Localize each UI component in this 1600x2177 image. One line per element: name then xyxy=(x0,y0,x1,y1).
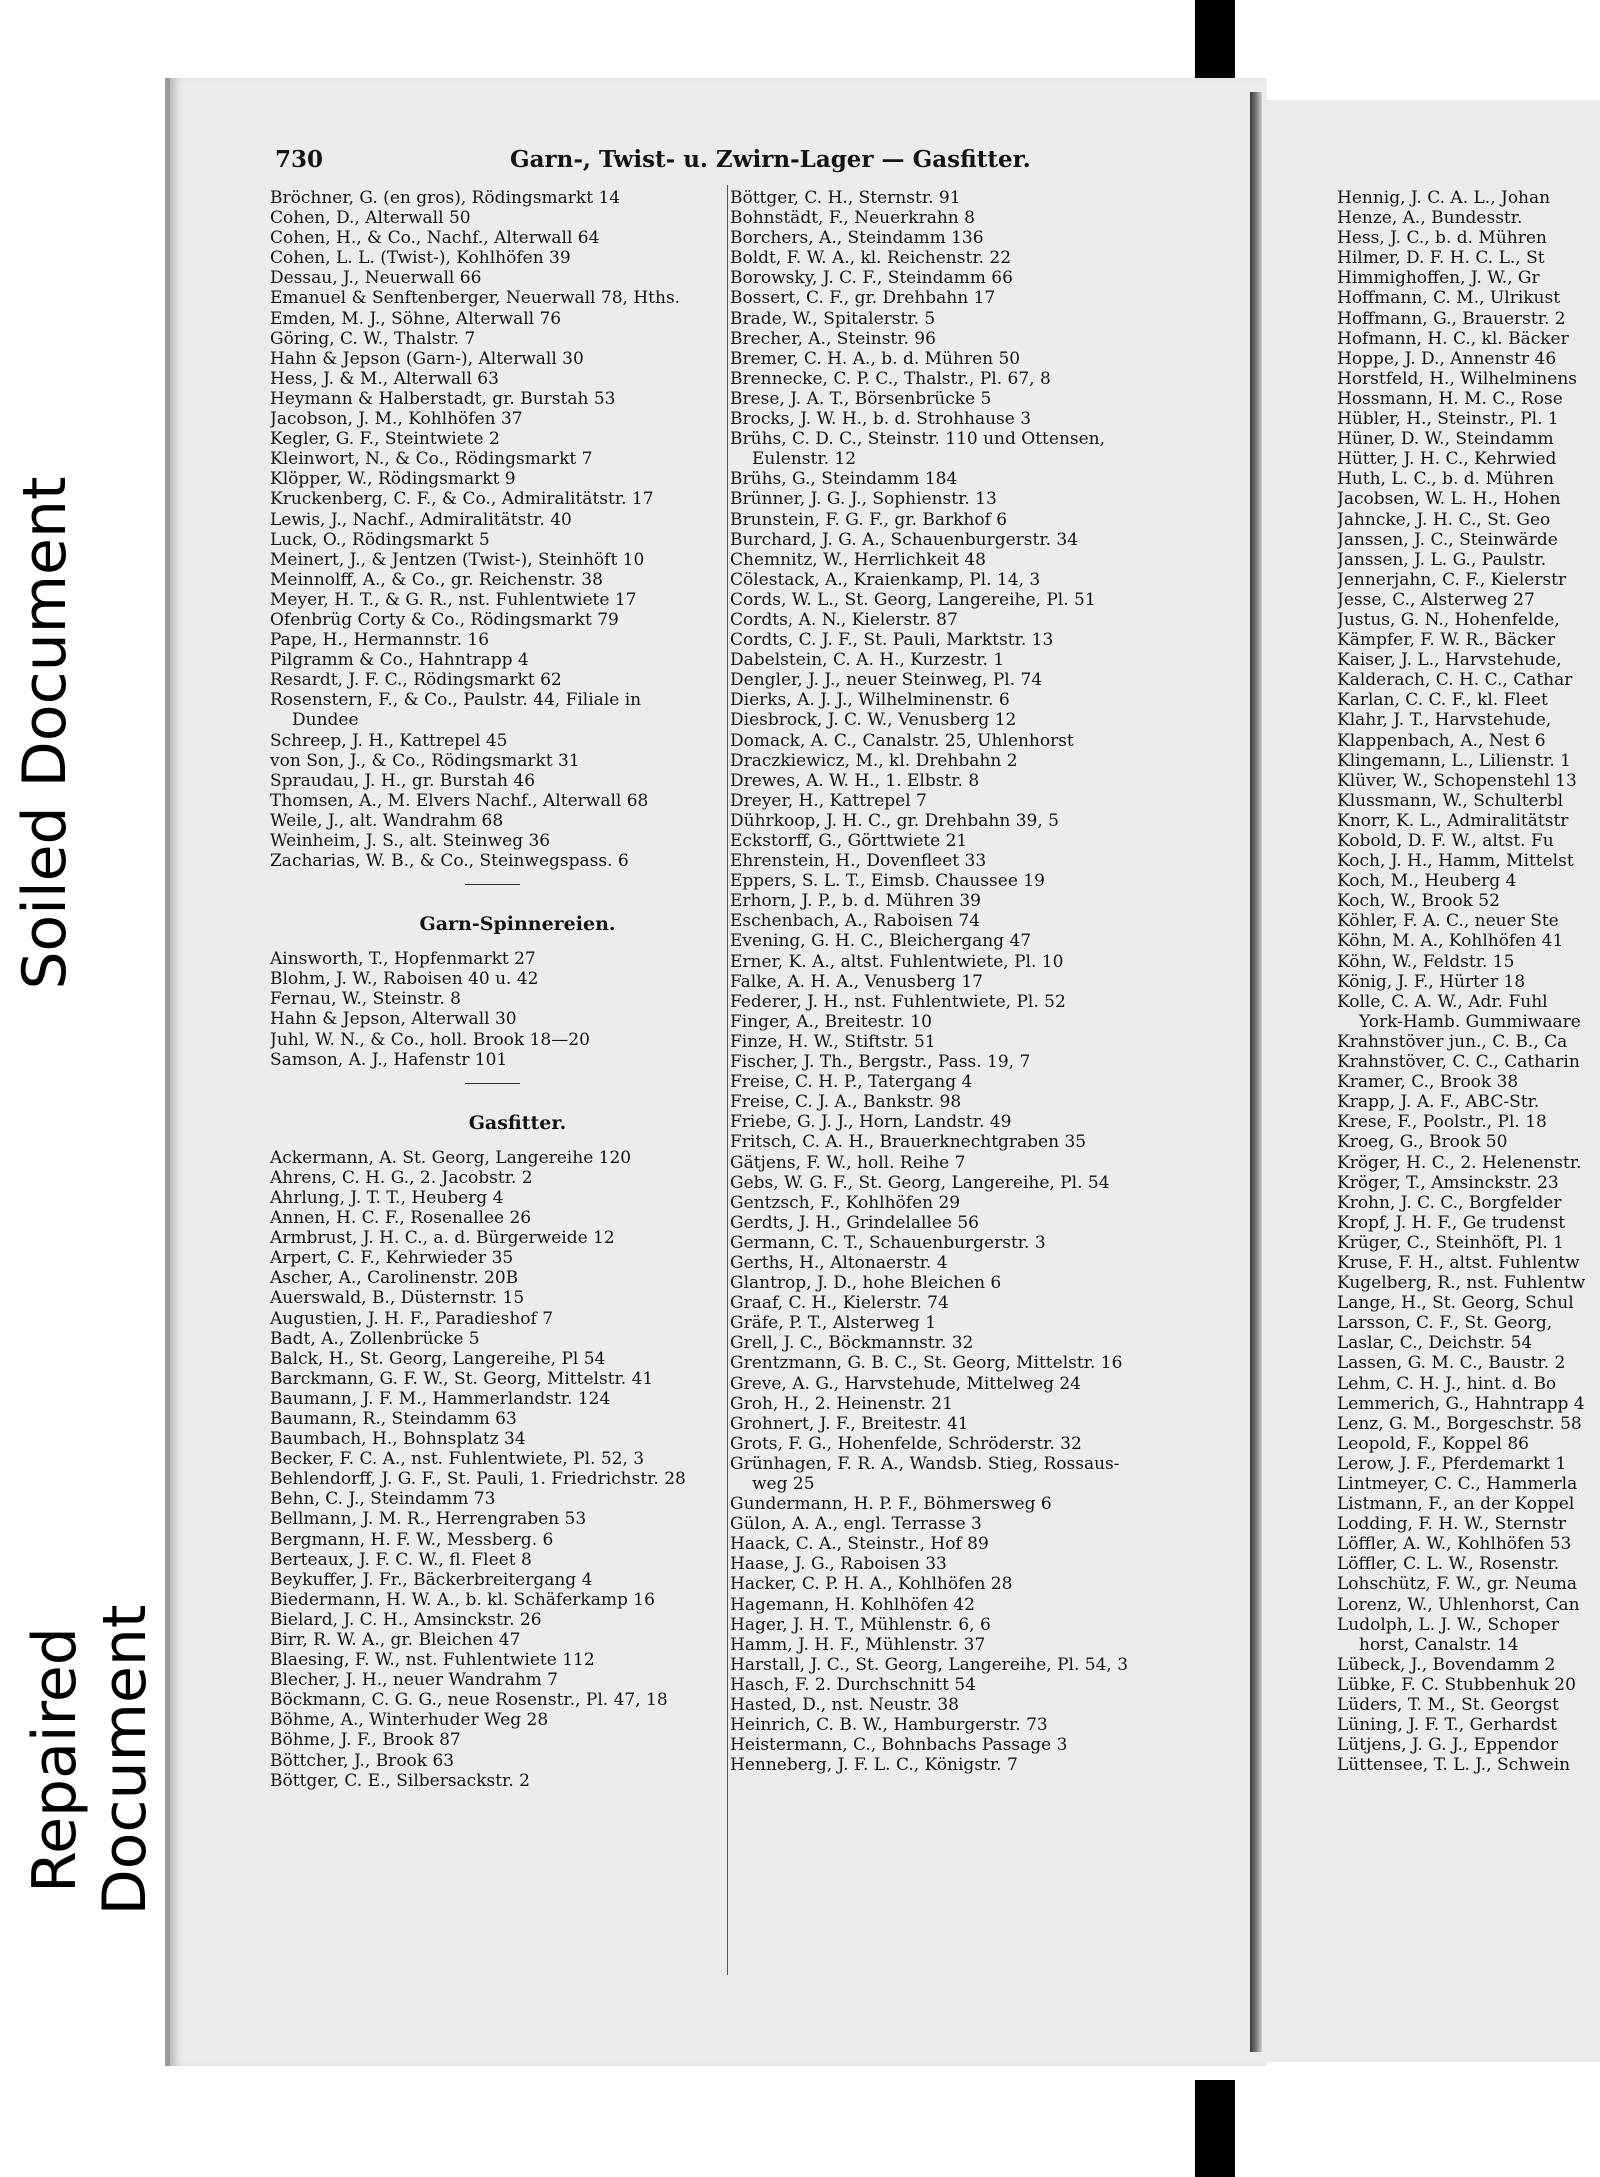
directory-entry: Bohnstädt, F., Neuerkrahn 8 xyxy=(730,208,975,229)
directory-entry: Resardt, J. F. C., Rödingsmarkt 62 xyxy=(270,670,562,691)
directory-entry: Boldt, F. W. A., kl. Reichenstr. 22 xyxy=(730,248,1012,269)
directory-entry: Haase, J. G., Raboisen 33 xyxy=(730,1554,947,1575)
directory-entry: Jennerjahn, C. F., Kielerstr xyxy=(1337,569,1567,590)
directory-entry: Erhorn, J. P., b. d. Mühren 39 xyxy=(730,891,981,912)
directory-entry: Böhme, J. F., Brook 87 xyxy=(270,1730,461,1751)
directory-entry: Gebs, W. G. F., St. Georg, Langereihe, Pl. 54 xyxy=(730,1172,1110,1193)
directory-entry: Henze, A., Bundesstr. xyxy=(1337,208,1523,229)
directory-entry: Karlan, C. C. F., kl. Fleet xyxy=(1337,690,1548,711)
directory-entry: Ehrenstein, H., Dovenfleet 33 xyxy=(730,851,987,872)
directory-entry: Meinert, J., & Jentzen (Twist-), Steinhöft 10 xyxy=(270,549,645,570)
section-separator xyxy=(270,1070,725,1098)
directory-entry: Kramer, C., Brook 38 xyxy=(1337,1072,1519,1093)
directory-entry: Kleinwort, N., & Co., Rödingsmarkt 7 xyxy=(270,449,593,470)
directory-entry: Janssen, J. L. G., Paulstr. xyxy=(1337,549,1547,570)
directory-entry: Ofenbrüg Corty & Co., Rödingsmarkt 79 xyxy=(270,609,619,630)
directory-entry: Hütter, J. H. C., Kehrwied xyxy=(1337,449,1557,470)
directory-entry: Heistermann, C., Bohnbachs Passage 3 xyxy=(730,1735,1068,1756)
directory-entry: Domack, A. C., Canalstr. 25, Uhlenhorst xyxy=(730,730,1074,751)
soiled-document-text: Soiled Document xyxy=(10,475,80,990)
directory-entry: Klüver, W., Schopenstehl 13 xyxy=(1337,770,1577,791)
directory-entry-continuation: Eulenstr. 12 xyxy=(752,449,857,470)
directory-entry: Freise, C. H. P., Tatergang 4 xyxy=(730,1072,973,1093)
directory-entry: Dührkoop, J. H. C., gr. Drehbahn 39, 5 xyxy=(730,810,1059,831)
directory-entry: Brade, W., Spitalerstr. 5 xyxy=(730,308,936,329)
directory-entry: Kämpfer, F. W. R., Bäcker xyxy=(1337,630,1556,651)
directory-entry: Heinrich, C. B. W., Hamburgerstr. 73 xyxy=(730,1715,1048,1736)
directory-entry: Barckmann, G. F. W., St. Georg, Mittelstr. 41 xyxy=(270,1368,654,1389)
directory-entry: Federer, J. H., nst. Fuhlentwiete, Pl. 52 xyxy=(730,991,1066,1012)
directory-entry: Kroeg, G., Brook 50 xyxy=(1337,1132,1508,1153)
directory-entry: Haack, C. A., Steinstr., Hof 89 xyxy=(730,1534,989,1555)
directory-entry: Himmighoffen, J. W., Gr xyxy=(1337,268,1540,289)
directory-entry: Blohm, J. W., Raboisen 40 u. 42 xyxy=(270,969,539,990)
directory-entry: Knorr, K. L., Admiralitätstr xyxy=(1337,810,1569,831)
directory-entry: Fernau, W., Steinstr. 8 xyxy=(270,989,461,1010)
directory-entry: Dierks, A. J. J., Wilhelminenstr. 6 xyxy=(730,690,1010,711)
directory-entry: Hennig, J. C. A. L., Johan xyxy=(1337,188,1551,208)
directory-entry: Klussmann, W., Schulterbl xyxy=(1337,790,1564,811)
directory-entry: Dengler, J. J., neuer Steinweg, Pl. 74 xyxy=(730,670,1043,691)
directory-entry: Cohen, L. L. (Twist-), Kohlhöfen 39 xyxy=(270,248,571,269)
directory-entry: Eckstorff, G., Görttwiete 21 xyxy=(730,831,968,851)
directory-entry: Blecher, J. H., neuer Wandrahm 7 xyxy=(270,1670,558,1691)
repaired-label-line2: Document xyxy=(90,1604,160,1916)
directory-entry: Hahn & Jepson (Garn-), Alterwall 30 xyxy=(270,348,584,369)
directory-entry: Augustien, J. H. F., Paradieshof 7 xyxy=(270,1308,554,1329)
directory-entry: Gätjens, F. W., holl. Reihe 7 xyxy=(730,1152,966,1173)
directory-entry: Cords, W. L., St. Georg, Langereihe, Pl. 51 xyxy=(730,589,1096,610)
repaired-document-label xyxy=(0,1560,180,1960)
directory-entry: Lorenz, W., Uhlenhorst, Can xyxy=(1337,1594,1580,1615)
directory-entry: Meinnolff, A., & Co., gr. Reichenstr. 38 xyxy=(270,569,603,590)
directory-entry: Emden, M. J., Söhne, Alterwall 76 xyxy=(270,308,562,329)
directory-entry: Lewis, J., Nachf., Admiralitätstr. 40 xyxy=(270,509,572,530)
directory-entry: Brünner, J. G. J., Sophienstr. 13 xyxy=(730,489,997,510)
directory-entry: Harstall, J. C., St. Georg, Langereihe, Pl. 54, 3 xyxy=(730,1654,1129,1675)
directory-entry: Brocks, J. W. H., b. d. Strohhause 3 xyxy=(730,409,1032,430)
directory-entry: Cölestack, A., Kraienkamp, Pl. 14, 3 xyxy=(730,569,1041,590)
directory-entry: Bremer, C. H. A., b. d. Mühren 50 xyxy=(730,348,1021,369)
directory-entry: Krohn, J. C. C., Borgfelder xyxy=(1337,1192,1562,1213)
directory-entry: Bielard, J. C. H., Amsinckstr. 26 xyxy=(270,1609,542,1630)
directory-entry: Ainsworth, T., Hopfenmarkt 27 xyxy=(270,949,536,970)
directory-entry: Hoffmann, G., Brauerstr. 2 xyxy=(1337,308,1566,329)
directory-entry: Lassen, G. M. C., Baustr. 2 xyxy=(1337,1353,1566,1374)
directory-column-left xyxy=(270,188,725,1968)
directory-entry: Leopold, F., Koppel 86 xyxy=(1337,1433,1529,1454)
directory-entry: Hoppe, J. D., Annenstr 46 xyxy=(1337,348,1557,369)
directory-entry: Huth, L. C., b. d. Mühren xyxy=(1337,469,1554,490)
directory-entry: Emanuel & Senftenberger, Neuerwall 78, Hths. xyxy=(270,288,681,309)
directory-entry: Kalderach, C. H. C., Cathar xyxy=(1337,670,1573,691)
directory-entry: Meyer, H. T., & G. R., nst. Fuhlentwiete 17 xyxy=(270,589,637,610)
directory-entry: Jacobsen, W. L. H., Hohen xyxy=(1337,489,1561,510)
directory-entry: Grohnert, J. F., Breitestr. 41 xyxy=(730,1413,969,1434)
directory-entry: Armbrust, J. H. C., a. d. Bürgerweide 12 xyxy=(270,1228,615,1249)
directory-entry: Lerow, J. F., Pferdemarkt 1 xyxy=(1337,1453,1567,1474)
directory-entry: Dessau, J., Neuerwall 66 xyxy=(270,268,482,289)
directory-entry: Klöpper, W., Rödingsmarkt 9 xyxy=(270,469,516,490)
directory-entry: Horstfeld, H., Wilhelminens xyxy=(1337,368,1577,389)
directory-entry: Bellmann, J. M. R., Herrengraben 53 xyxy=(270,1509,587,1530)
directory-entry: Grünhagen, F. R. A., Wandsb. Stieg, Rossaus- xyxy=(730,1453,1120,1474)
directory-entry: Böhme, A., Winterhuder Weg 28 xyxy=(270,1710,549,1731)
directory-entry: Köhn, W., Feldstr. 15 xyxy=(1337,951,1515,972)
directory-entry: Böttger, C. E., Silbersackstr. 2 xyxy=(270,1770,530,1791)
directory-entry: Kolle, C. A. W., Adr. Fuhl xyxy=(1337,991,1548,1012)
directory-entry: Thomsen, A., M. Elvers Nachf., Alterwall 68 xyxy=(270,790,649,811)
page-header xyxy=(275,140,1031,180)
directory-entry: Burchard, J. G. A., Schauenburgerstr. 34 xyxy=(730,529,1079,550)
directory-entry: Jahncke, J. H. C., St. Geo xyxy=(1337,509,1551,530)
directory-entry: Brecher, A., Steinstr. 96 xyxy=(730,328,936,349)
directory-entry: Köhler, F. A. C., neuer Ste xyxy=(1337,911,1559,932)
directory-entry: Lohschütz, F. W., gr. Neuma xyxy=(1337,1574,1577,1595)
directory-entry: Krüger, C., Steinhöft, Pl. 1 xyxy=(1337,1232,1564,1253)
directory-entry: Löffler, A. W., Kohlhöfen 53 xyxy=(1337,1534,1572,1555)
directory-entry: Böttcher, J., Brook 63 xyxy=(270,1750,455,1771)
directory-entry: Lemmerich, G., Hahntrapp 4 xyxy=(1337,1393,1585,1414)
directory-entry: Behlendorff, J. G. F., St. Pauli, 1. Friedrichstr. 28 xyxy=(270,1469,686,1490)
directory-column-middle xyxy=(730,188,1250,1968)
directory-entry: Hamm, J. H. F., Mühlenstr. 37 xyxy=(730,1634,986,1655)
directory-entry: Krese, F., Poolstr., Pl. 18 xyxy=(1337,1112,1547,1133)
directory-entry: Brennecke, C. P. C., Thalstr., Pl. 67, 8 xyxy=(730,368,1051,389)
directory-entry: Kobold, D. F. W., altst. Fu xyxy=(1337,831,1554,851)
directory-entry-continuation: horst, Canalstr. 14 xyxy=(1359,1634,1519,1655)
directory-entry: Schreep, J. H., Kattrepel 45 xyxy=(270,730,508,751)
directory-entry: Biedermann, H. W. A., b. kl. Schäferkamp 16 xyxy=(270,1589,655,1610)
directory-entry: Hilmer, D. F. H. C. L., St xyxy=(1337,248,1545,269)
directory-entry: Grell, J. C., Böckmannstr. 32 xyxy=(730,1333,974,1354)
directory-column-right xyxy=(1337,188,1600,1968)
directory-entry: Bröchner, G. (en gros), Rödingsmarkt 14 xyxy=(270,188,621,208)
directory-entry: Greve, A. G., Harvstehude, Mittelweg 24 xyxy=(730,1373,1081,1394)
directory-entry: Arpert, C. F., Kehrwieder 35 xyxy=(270,1248,514,1269)
directory-entry: Germann, C. T., Schauenburgerstr. 3 xyxy=(730,1232,1046,1253)
directory-entry: Chemnitz, W., Herrlichkeit 48 xyxy=(730,549,986,570)
directory-entry: Becker, F. C. A., nst. Fuhlentwiete, Pl. 52, 3 xyxy=(270,1449,645,1470)
directory-entry: Lütjens, J. G. J., Eppendor xyxy=(1337,1735,1559,1756)
directory-entry: Hofmann, H. C., kl. Bäcker xyxy=(1337,328,1569,349)
directory-entry: Draczkiewicz, M., kl. Drehbahn 2 xyxy=(730,750,1018,771)
directory-entry: Fritsch, C. A. H., Brauerknechtgraben 35 xyxy=(730,1132,1087,1153)
directory-entry: Brese, J. A. T., Börsenbrücke 5 xyxy=(730,388,992,409)
directory-entry: Lüttensee, T. L. J., Schwein xyxy=(1337,1755,1571,1776)
directory-entry: Laslar, C., Deichstr. 54 xyxy=(1337,1333,1533,1354)
directory-entry: Hahn & Jepson, Alterwall 30 xyxy=(270,1009,517,1030)
directory-entry: Köhn, M. A., Kohlhöfen 41 xyxy=(1337,931,1564,952)
directory-entry: Beykuffer, J. Fr., Bäckerbreitergang 4 xyxy=(270,1569,593,1590)
section-heading: Garn-Spinnereien. xyxy=(419,913,616,936)
directory-entry: Bergmann, H. F. W., Messberg. 6 xyxy=(270,1529,554,1550)
directory-entry: Dreyer, H., Kattrepel 7 xyxy=(730,790,927,811)
directory-entry: Grentzmann, G. B. C., St. Georg, Mittelstr. 16 xyxy=(730,1353,1123,1374)
directory-entry: Behn, C. J., Steindamm 73 xyxy=(270,1489,496,1510)
directory-entry: Graaf, C. H., Kielerstr. 74 xyxy=(730,1293,949,1314)
directory-entry: Glantrop, J. D., hohe Bleichen 6 xyxy=(730,1273,1002,1294)
directory-entry: Luck, O., Rödingsmarkt 5 xyxy=(270,529,490,550)
directory-entry: Fischer, J. Th., Bergstr., Pass. 19, 7 xyxy=(730,1052,1031,1073)
directory-entry: Gräfe, P. T., Alsterweg 1 xyxy=(730,1313,937,1334)
directory-entry: Lübke, F. C. Stubbenhuk 20 xyxy=(1337,1674,1576,1695)
directory-entry: Eppers, S. L. T., Eimsb. Chaussee 19 xyxy=(730,871,1045,892)
directory-entry: Krapp, J. A. F., ABC-Str. xyxy=(1337,1092,1540,1113)
directory-entry: Gerdts, J. H., Grindelallee 56 xyxy=(730,1212,979,1233)
directory-entry: Annen, H. C. F., Rosenallee 26 xyxy=(270,1208,532,1229)
directory-entry: König, J. F., Hürter 18 xyxy=(1337,971,1526,992)
directory-entry: Kegler, G. F., Steintwiete 2 xyxy=(270,429,500,450)
directory-entry: Groh, H., 2. Heinenstr. 21 xyxy=(730,1393,953,1414)
directory-entry: Gerths, H., Altonaerstr. 4 xyxy=(730,1252,948,1273)
directory-entry: Krahnstöver jun., C. B., Ca xyxy=(1337,1031,1568,1052)
directory-entry: Birr, R. W. A., gr. Bleichen 47 xyxy=(270,1630,521,1650)
directory-entry: Brühs, G., Steindamm 184 xyxy=(730,469,958,490)
directory-entry: Kaiser, J. L., Harvstehude, xyxy=(1337,650,1562,671)
soiled-document-label xyxy=(0,435,90,1030)
directory-entry: Lüders, T. M., St. Georgst xyxy=(1337,1695,1559,1716)
directory-entry: Pilgramm & Co., Hahntrapp 4 xyxy=(270,650,529,671)
directory-entry: Janssen, J. C., Steinwärde xyxy=(1337,529,1558,550)
directory-entry: Brunstein, F. G. F., gr. Barkhof 6 xyxy=(730,509,1008,530)
directory-entry: Auerswald, B., Düsternstr. 15 xyxy=(270,1288,525,1309)
directory-entry: Berteaux, J. F. C. W., fl. Fleet 8 xyxy=(270,1549,532,1570)
directory-entry: Lüning, J. F. T., Gerhardst xyxy=(1337,1715,1557,1736)
directory-entry: Böttger, C. H., Sternstr. 91 xyxy=(730,188,961,208)
directory-entry: Hasch, F. 2. Durchschnitt 54 xyxy=(730,1674,976,1695)
directory-entry: von Son, J., & Co., Rödingsmarkt 31 xyxy=(270,750,580,771)
directory-entry: Hess, J. C., b. d. Mühren xyxy=(1337,228,1547,249)
page-title: Garn-, Twist- u. Zwirn-Lager — Gasfitter. xyxy=(510,146,1031,173)
directory-entry: Löffler, C. L. W., Rosenstr. xyxy=(1337,1554,1560,1575)
directory-entry: Ahrlung, J. T. T., Heuberg 4 xyxy=(270,1187,504,1208)
directory-entry: Göring, C. W., Thalstr. 7 xyxy=(270,328,476,349)
directory-entry: Badt, A., Zollenbrücke 5 xyxy=(270,1328,480,1349)
directory-entry: Hacker, C. P. H. A., Kohlhöfen 28 xyxy=(730,1574,1013,1595)
directory-entry: Ackermann, A. St. Georg, Langereihe 120 xyxy=(270,1147,632,1168)
directory-entry: Kröger, H. C., 2. Helenenstr. xyxy=(1337,1152,1582,1173)
directory-entry: Kugelberg, R., nst. Fuhlentw xyxy=(1337,1273,1586,1294)
directory-entry: Jesse, C., Alsterweg 27 xyxy=(1337,589,1535,610)
scan-edge-bar-bottom xyxy=(1195,2080,1235,2177)
directory-entry: Evening, G. H. C., Bleichergang 47 xyxy=(730,931,1032,952)
section-separator xyxy=(270,871,725,899)
directory-entry: Ludolph, L. J. W., Schoper xyxy=(1337,1614,1559,1635)
directory-entry: Freise, C. J. A., Bankstr. 98 xyxy=(730,1092,962,1113)
directory-entry: Klappenbach, A., Nest 6 xyxy=(1337,730,1546,751)
directory-entry: Falke, A. H. A., Venusberg 17 xyxy=(730,971,983,992)
directory-entry: Hüner, D. W., Steindamm xyxy=(1337,429,1554,450)
directory-entry: Eschenbach, A., Raboisen 74 xyxy=(730,911,981,932)
directory-entry: Gülon, A. A., engl. Terrasse 3 xyxy=(730,1514,982,1535)
directory-entry: Balck, H., St. Georg, Langereihe, Pl 54 xyxy=(270,1348,606,1369)
directory-entry: Jacobson, J. M., Kohlhöfen 37 xyxy=(270,409,523,430)
directory-entry: Hasted, D., nst. Neustr. 38 xyxy=(730,1695,959,1716)
directory-entry: Koch, W., Brook 52 xyxy=(1337,891,1500,912)
directory-entry: Cohen, H., & Co., Nachf., Alterwall 64 xyxy=(270,228,600,249)
directory-entry: Juhl, W. N., & Co., holl. Brook 18—20 xyxy=(270,1029,590,1050)
directory-entry: Baumann, R., Steindamm 63 xyxy=(270,1408,517,1429)
directory-entry: Koch, M., Heuberg 4 xyxy=(1337,871,1517,892)
directory-entry: Klahr, J. T., Harvstehude, xyxy=(1337,710,1552,731)
directory-entry-continuation: Dundee xyxy=(292,710,359,731)
directory-entry: Listmann, F., an der Koppel xyxy=(1337,1494,1575,1515)
directory-entry: Hübler, H., Steinstr., Pl. 1 xyxy=(1337,409,1559,430)
directory-entry: Koch, J. H., Hamm, Mittelst xyxy=(1337,851,1574,872)
directory-entry: Kruckenberg, C. F., & Co., Admiralitätstr. 17 xyxy=(270,489,654,510)
directory-entry: Dabelstein, C. A. H., Kurzestr. 1 xyxy=(730,650,1005,671)
directory-entry: Henneberg, J. F. L. C., Königstr. 7 xyxy=(730,1755,1018,1776)
directory-entry: Baumann, J. F. M., Hammerlandstr. 124 xyxy=(270,1388,611,1409)
directory-entry: Böckmann, C. G. G., neue Rosenstr., Pl. 47, 18 xyxy=(270,1690,668,1711)
directory-entry: Borowsky, J. C. F., Steindamm 66 xyxy=(730,268,1013,289)
page-number: 730 xyxy=(275,146,324,173)
directory-entry: Zacharias, W. B., & Co., Steinwegspass. 6 xyxy=(270,851,629,872)
section-heading: Gasfitter. xyxy=(468,1111,567,1134)
directory-entry: Hossmann, H. M. C., Rose xyxy=(1337,388,1563,409)
directory-entry: Bossert, C. F., gr. Drehbahn 17 xyxy=(730,288,996,309)
directory-entry: Ascher, A., Carolinenstr. 20B xyxy=(270,1268,519,1289)
directory-entry: Samson, A. J., Hafenstr 101 xyxy=(270,1049,508,1070)
directory-entry: Lehm, C. H. J., hint. d. Bo xyxy=(1337,1373,1557,1394)
directory-entry: Hagemann, H. Kohlhöfen 42 xyxy=(730,1594,975,1615)
directory-entry: Kropf, J. H. F., Ge trudenst xyxy=(1337,1212,1566,1233)
directory-entry: Blaesing, F. W., nst. Fuhlentwiete 112 xyxy=(270,1650,595,1671)
directory-entry: Finger, A., Breitestr. 10 xyxy=(730,1011,932,1032)
directory-entry: Borchers, A., Steindamm 136 xyxy=(730,228,984,249)
directory-entry: Cordts, C. J. F., St. Pauli, Marktstr. 13 xyxy=(730,630,1054,651)
directory-entry: Grots, F. G., Hohenfelde, Schröderstr. 32 xyxy=(730,1433,1082,1454)
directory-entry: Larsson, C. F., St. Georg, xyxy=(1337,1313,1553,1334)
directory-entry: Diesbrock, J. C. W., Venusberg 12 xyxy=(730,710,1017,731)
directory-entry: Drewes, A. W. H., 1. Elbstr. 8 xyxy=(730,770,980,791)
directory-entry: Friebe, G. J. J., Horn, Landstr. 49 xyxy=(730,1112,1012,1133)
column-divider xyxy=(727,185,728,1975)
directory-entry: Heymann & Halberstadt, gr. Burstah 53 xyxy=(270,388,616,409)
directory-entry: Kröger, T., Amsinckstr. 23 xyxy=(1337,1172,1559,1193)
directory-entry: Hager, J. H. T., Mühlenstr. 6, 6 xyxy=(730,1614,991,1635)
book-gutter xyxy=(1250,92,1262,2052)
directory-entry: Hess, J. & M., Alterwall 63 xyxy=(270,368,499,389)
directory-entry: Cordts, A. N., Kielerstr. 87 xyxy=(730,609,958,630)
directory-entry: Lintmeyer, C. C., Hammerla xyxy=(1337,1474,1578,1494)
directory-entry: Lübeck, J., Bovendamm 2 xyxy=(1337,1654,1556,1675)
directory-entry: Lodding, F. H. W., Sternstr xyxy=(1337,1514,1566,1535)
directory-entry-continuation: weg 25 xyxy=(752,1474,815,1494)
directory-entry-continuation: York-Hamb. Gummiwaare xyxy=(1359,1011,1581,1032)
directory-entry: Spraudau, J. H., gr. Burstah 46 xyxy=(270,770,536,791)
directory-entry: Baumbach, H., Bohnsplatz 34 xyxy=(270,1429,526,1450)
directory-entry: Kruse, F. H., altst. Fuhlentw xyxy=(1337,1252,1580,1273)
directory-entry: Gundermann, H. P. F., Böhmersweg 6 xyxy=(730,1494,1052,1515)
directory-entry: Cohen, D., Alterwall 50 xyxy=(270,208,471,229)
directory-entry: Erner, K. A., altst. Fuhlentwiete, Pl. 10 xyxy=(730,951,1064,972)
directory-entry: Klingemann, L., Lilienstr. 1 xyxy=(1337,750,1571,771)
scan-edge-bar-top xyxy=(1195,0,1235,80)
directory-entry: Gentzsch, F., Kohlhöfen 29 xyxy=(730,1192,961,1213)
repaired-label-line1: Repaired xyxy=(20,1627,90,1893)
directory-entry: Ahrens, C. H. G., 2. Jacobstr. 2 xyxy=(270,1167,533,1188)
directory-entry: Rosenstern, F., & Co., Paulstr. 44, Filiale in xyxy=(270,690,642,711)
directory-entry: Lange, H., St. Georg, Schul xyxy=(1337,1293,1574,1314)
directory-entry: Krahnstöver, C. C., Catharin xyxy=(1337,1052,1580,1073)
directory-entry: Weinheim, J. S., alt. Steinweg 36 xyxy=(270,831,551,851)
directory-entry: Lenz, G. M., Borgeschstr. 58 xyxy=(1337,1413,1582,1434)
directory-entry: Hoffmann, C. M., Ulrikust xyxy=(1337,288,1561,309)
directory-entry: Pape, H., Hermannstr. 16 xyxy=(270,630,490,651)
directory-entry: Weile, J., alt. Wandrahm 68 xyxy=(270,810,504,831)
directory-entry: Brühs, C. D. C., Steinstr. 110 und Ottensen, xyxy=(730,429,1106,450)
directory-entry: Finze, H. W., Stiftstr. 51 xyxy=(730,1031,936,1052)
directory-entry: Justus, G. N., Hohenfelde, xyxy=(1337,609,1560,630)
